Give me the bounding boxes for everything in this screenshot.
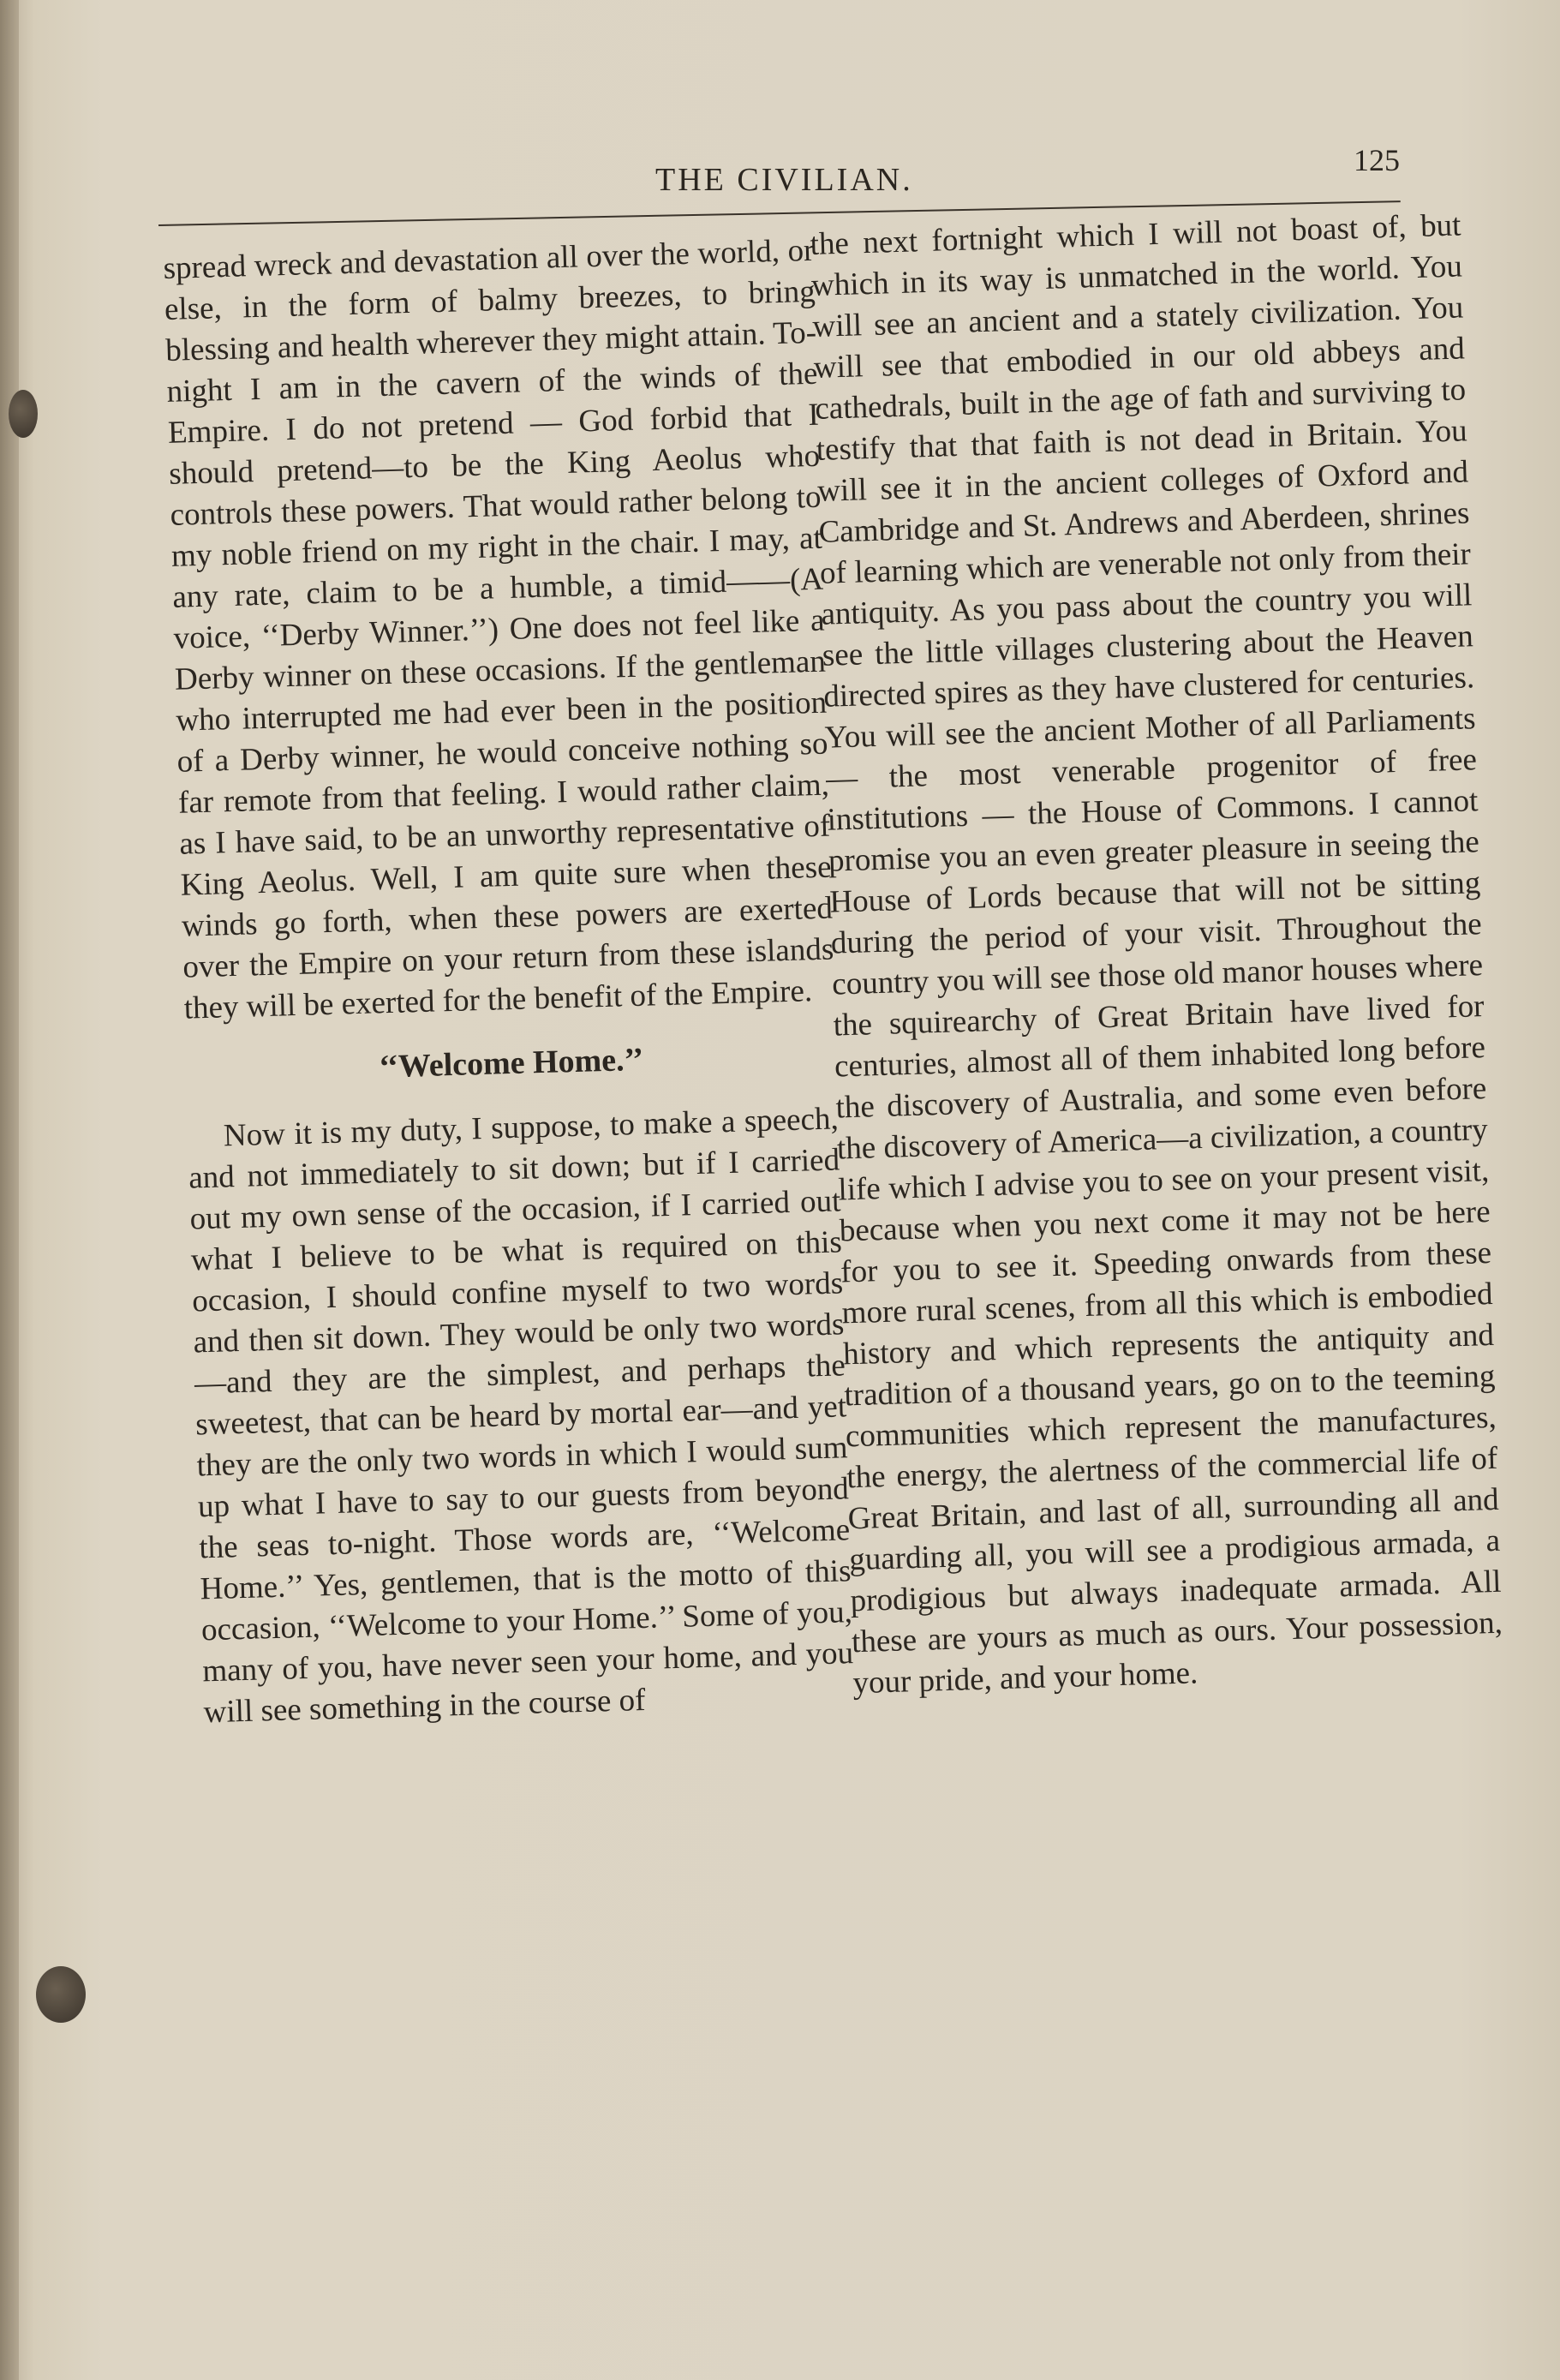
left-paragraph-2: Now it is my duty, I suppose, to make a speech, and not immediately to sit down; but if I carried out my own sense of the occasion, if I carried out what I believe to be what is required on this occasion, I should confine myself to two words and then sit down. They would be only two words—and they are the simplest, and perhaps the sweetest, that can be heard by mortal ear—and yet they are the only two words in which I would sum up what I have to say to our guests from beyond the seas to-night. Those words are, ‘‘Welcome Home.’’ Yes, gentlemen, that is the motto of this occasion, ‘‘Welcome to your Home.’’ Some of you, many of you, have never seen your home, and you will see something in the course of <box>188 1101 854 1731</box>
left-column <box>163 230 855 1734</box>
page-number: 125 <box>1354 143 1400 177</box>
right-paragraph-1: the next fortnight which I will not boast of, but which in its way is unmatched in the world. You will see an ancient and a stately civilization. You will see that embodied in our old abbeys and cathedrals, built in the age of fath and surviving to testify that that faith is not dead in Britain. You will see it in the ancient colleges of Oxford and Cambridge and St. Andrews and Aberdeen, shrines of learning which are venerable not only from their antiquity. As you pass about the country you will see the little villages clustering about the Heaven directed spires as they have clustered for centuries. You will see the ancient Mother of all Parliaments — the most venerable progenitor of free institutions — the House of Commons. I cannot promise you an even greater pleasure in seeing the House of Lords because that will not be sitting during the period of your visit. Throughout the country you will see those old manor houses where the squirearchy of Great Britain have lived for centuries, almost all of them inhabited long before the discovery of Australia, and some even before the discovery of America—a civilization, a country life which I advise you to see on your present visit, because when you next come it may not be here for you to see it. Speeding onwards from these more rural scenes, from all this which is embodied history and which represents the antiquity and tradition of a thousand years, go on to the teeming communities which represent the manufactures, the energy, the alertness of the commercial life of Great Britain, and last of all, surrounding all and guarding all, you will see a prodigious armada, a prodigious but always inadequate armada. All these are yours as much as ours. Your possession, your pride, and your home. <box>810 207 1503 1701</box>
binding-hole-bottom <box>36 1966 86 2023</box>
right-column <box>810 205 1504 1704</box>
section-subheading: ‘‘Welcome Home.’’ <box>378 1041 644 1085</box>
running-title: THE CIVILIAN. <box>655 162 913 198</box>
book-spine-shadow <box>0 0 19 2380</box>
left-paragraph-1: spread wreck and devastation all over the world, or else, in the form of balmy breezes, to bring blessing and health wherever they might attain. To-night I am in the cavern of the winds of the Empire. I do not pretend — God forbid that I should pretend—to be the King Aeolus who controls these powers. That would rather belong to my noble friend on my right in the chair. I may, at any rate, claim to be a humble, a timid——(A voice, ‘‘Derby Winner.’’) One does not feel like a Derby winner on these occasions. If the gentleman who interrupted me had ever been in the position of a Derby winner, he would conceive nothing so far remote from that feeling. I would rather claim, as I have said, to be an unworthy representative of King Aeolus. Well, I am quite sure when these winds go forth, when these powers are exerted over the Empire on your return from these islands they will be exerted for the benefit of the Empire. <box>163 232 834 1026</box>
page-header <box>0 143 1560 204</box>
binding-hole-top <box>9 390 38 438</box>
